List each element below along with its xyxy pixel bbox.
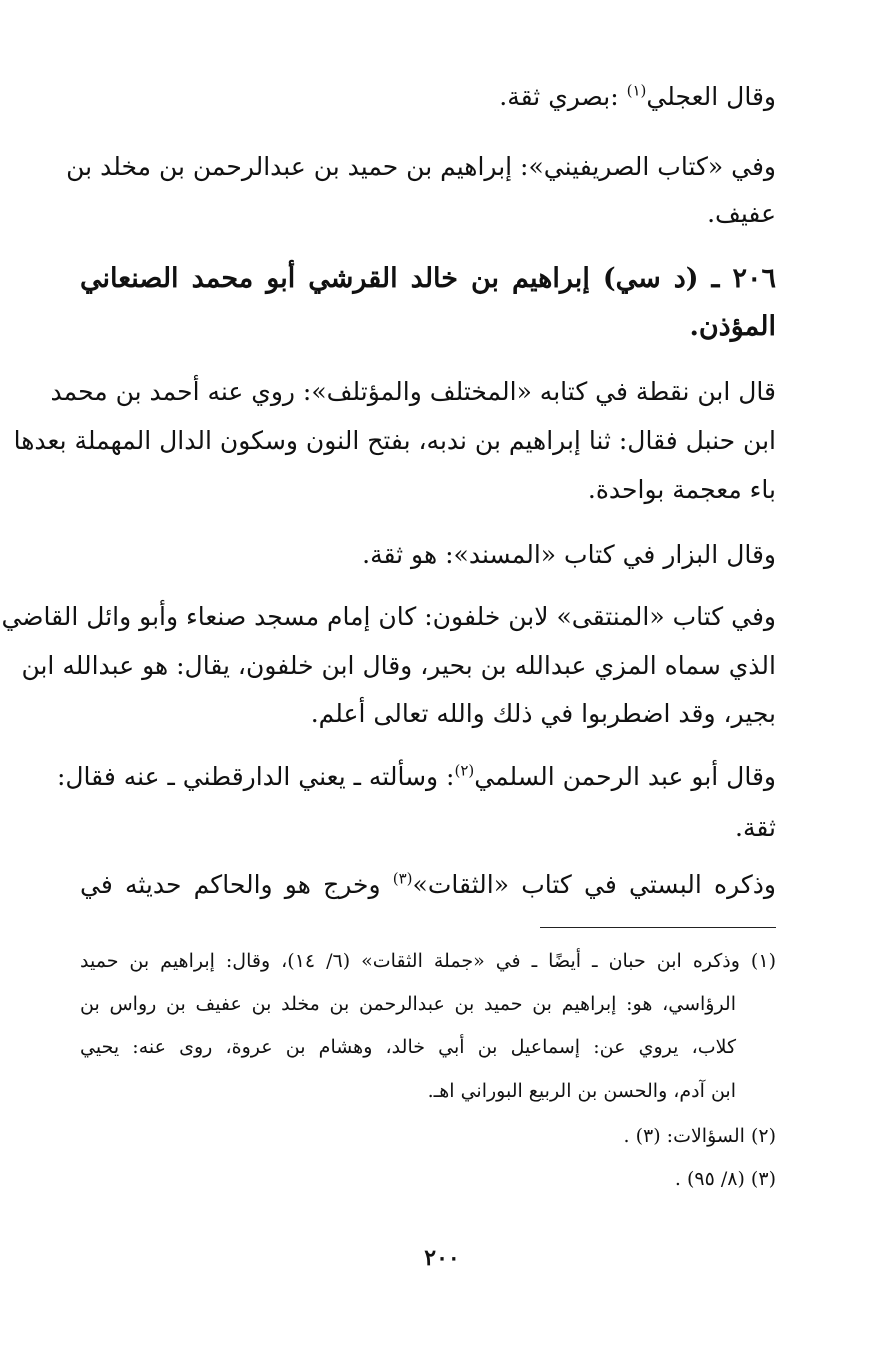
footnote-marker: (٢)	[454, 761, 475, 780]
entry-heading: المؤذن.	[689, 311, 776, 342]
footnote-divider	[540, 927, 776, 928]
body-line: بجير، وقد اضطربوا في ذلك والله تعالى أعلم.	[310, 699, 776, 728]
body-line: ثقة.	[735, 813, 776, 842]
text-span: : وسألته ـ يعني الدارقطني ـ عنه فقال:	[56, 762, 455, 791]
footnote-line: (١) وذكره ابن حبان ـ أيضًا ـ في «جملة الثقات» (٦/ ١٤)، وقال: إبراهيم بن حميد	[80, 950, 776, 972]
footnote-line: (٢) السؤالات: (٣) .	[623, 1125, 776, 1147]
footnote-marker: (١)	[626, 81, 647, 100]
body-line: قال ابن نقطة في كتابه «المختلف والمؤتلف»: روي عنه أحمد بن محمد	[50, 377, 776, 406]
text-span: وقال أبو عبد الرحمن السلمي	[474, 762, 776, 791]
footnote-line: الرؤاسي، هو: إبراهيم بن حميد بن عبدالرحمن بن مخلد بن عفيف بن رواس بن	[80, 993, 736, 1015]
entry-heading: ٢٠٦ ـ (د سي) إبراهيم بن خالد القرشي أبو محمد الصنعاني	[80, 263, 776, 294]
footnote-line: ابن آدم، والحسن بن الربيع البوراني اهـ.	[427, 1080, 736, 1102]
footnote-line: كلاب، يروي عن: إسماعيل بن أبي خالد، وهشام بن عروة، روى عنه: يحيي	[80, 1036, 736, 1058]
body-line	[56, 760, 776, 794]
text-span: وقال العجلي	[646, 82, 776, 111]
body-line: وقال البزار في كتاب «المسند»: هو ثقة.	[362, 540, 776, 569]
body-line: ابن حنبل فقال: ثنا إبراهيم بن ندبه، بفتح النون وسكون الدال المهملة بعدها	[13, 426, 776, 455]
page-number: ٢٠٠	[424, 1245, 460, 1271]
body-line: عفيف.	[707, 199, 776, 228]
footnote-marker: (٣)	[392, 869, 413, 888]
text-span: وذكره البستي في كتاب «الثقات»	[412, 870, 776, 899]
body-line	[80, 868, 776, 902]
body-line: باء معجمة بواحدة.	[587, 475, 776, 504]
footnote-line: (٣) (٨/ ٩٥) .	[674, 1168, 776, 1190]
body-line: وفي كتاب «المنتقى» لابن خلفون: كان إمام مسجد صنعاء وأبو وائل القاضي	[1, 602, 776, 631]
text-span: وخرج هو والحاكم حديثه في	[80, 870, 393, 899]
body-line: الذي سماه المزي عبدالله بن بحير، وقال ابن خلفون، يقال: هو عبدالله ابن	[21, 651, 776, 680]
body-line	[499, 80, 776, 114]
text-span: :بصري ثقة.	[499, 82, 627, 111]
body-line: وفي «كتاب الصريفيني»: إبراهيم بن حميد بن عبدالرحمن بن مخلد بن	[66, 152, 776, 181]
